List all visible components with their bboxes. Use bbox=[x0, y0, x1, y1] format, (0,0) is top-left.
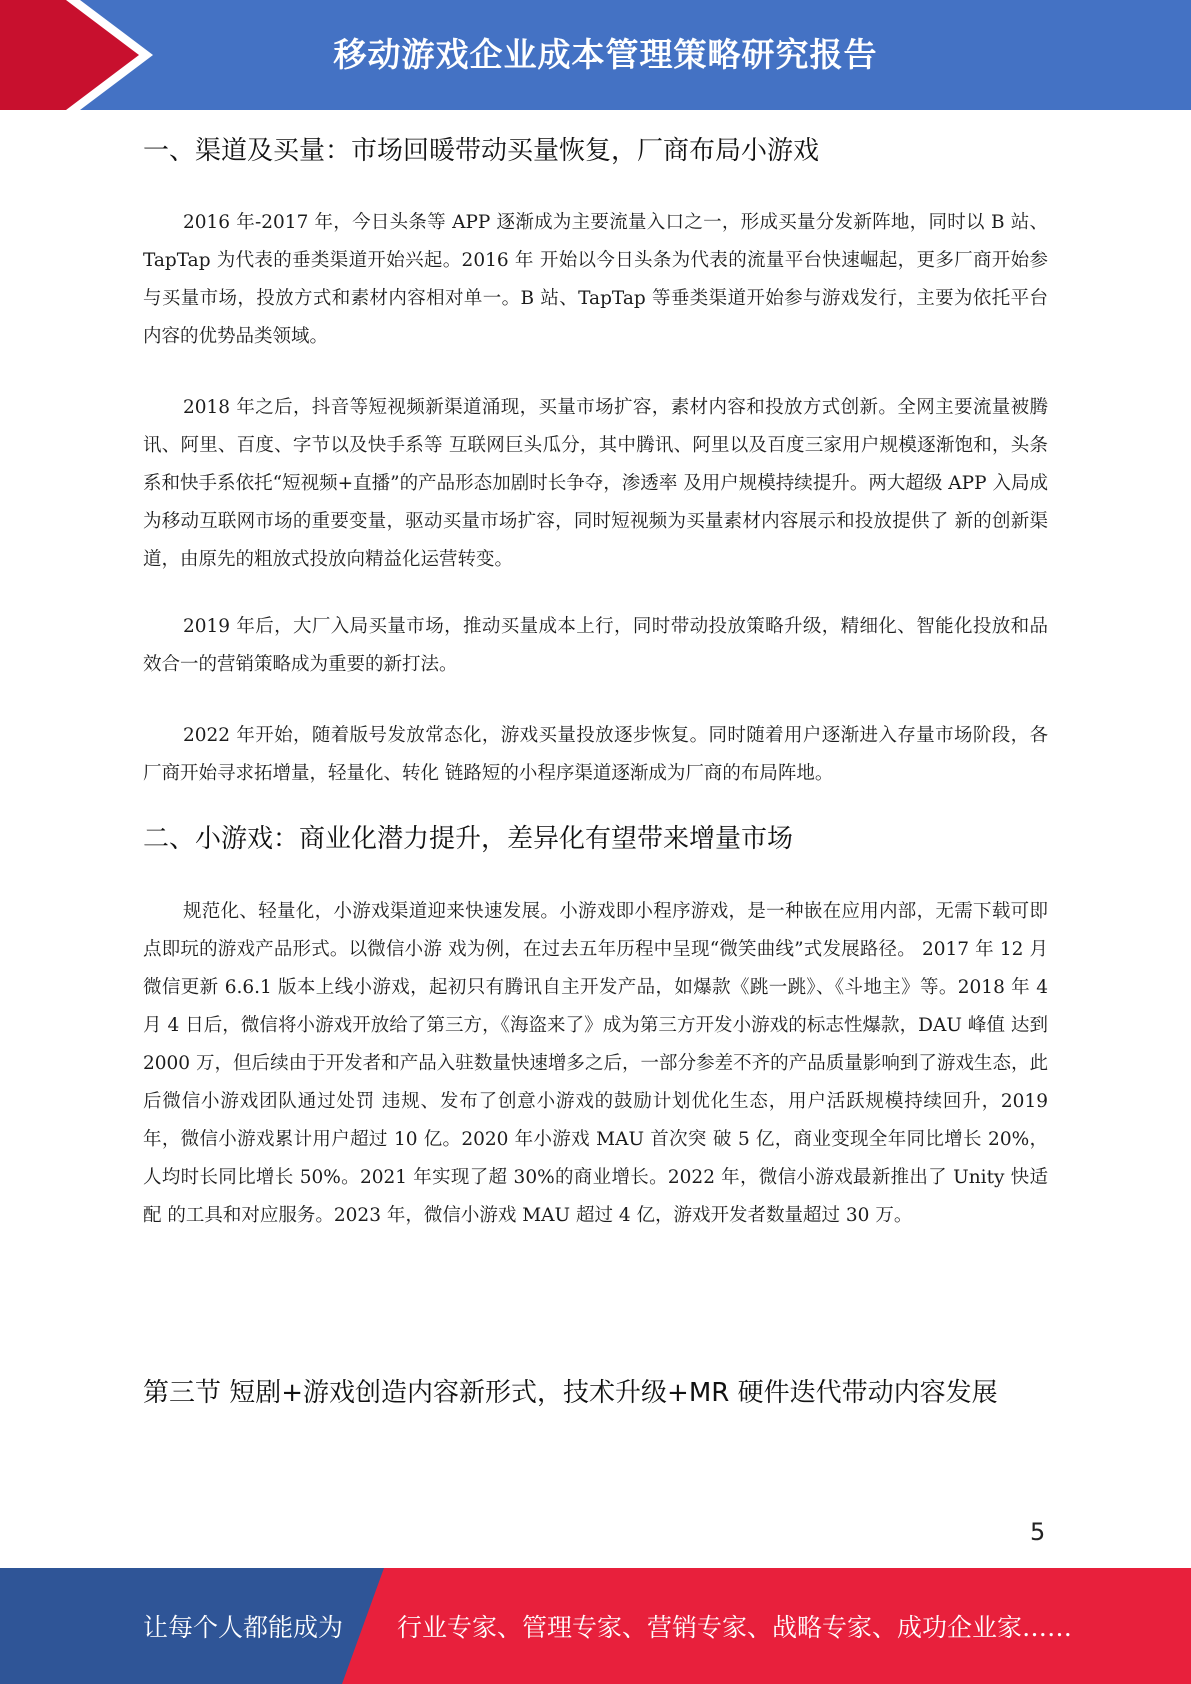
paragraph: 2018 年之后，抖音等短视频新渠道涌现，买量市场扩容，素材内容和投放方式创新。全网主要流量被腾讯、阿里、百度、字节以及快手系等 互联网巨头瓜分，其中腾讯、阿里以及百度三家用户规模逐渐饱和，头条系和快手系依托“短视频+直播”的产品形态加剧时长争夺，渗透率 及用户规模持续提升。两大超级 APP 入局成为移动互联网市场的重要变量，驱动买量市场扩容，同时短视频为买量素材内容展示和投放提供了 新的创新渠道，由原先的粗放式投放向精益化运营转变。 bbox=[143, 397, 1048, 570]
section-heading-2: 二、小游戏：商业化潜力提升，差异化有望带来增量市场 bbox=[143, 824, 794, 854]
footer-slogan-left: 让每个人都能成为 bbox=[143, 1613, 344, 1642]
page-header bbox=[0, 0, 1191, 110]
paragraph: 2019 年后，大厂入局买量市场，推动买量成本上行，同时带动投放策略升级，精细化、智能化投放和品效合一的营销策略成为重要的新打法。 bbox=[143, 616, 1048, 675]
page-number: 5 bbox=[1030, 1518, 1046, 1546]
paragraph: 2022 年开始，随着版号发放常态化，游戏买量投放逐步恢复。同时随着用户逐渐进入存量市场阶段，各厂商开始寻求拓增量，轻量化、转化 链路短的小程序渠道逐渐成为厂商的布局阵地。 bbox=[143, 725, 1048, 784]
section-heading-3: 第三节 短剧+游戏创造内容新形式，技术升级+MR 硬件迭代带动内容发展 bbox=[143, 1378, 998, 1408]
document-title: 移动游戏企业成本管理策略研究报告 bbox=[333, 34, 878, 74]
section-heading-1: 一、渠道及买量：市场回暖带动买量恢复，厂商布局小游戏 bbox=[143, 136, 820, 166]
page-footer bbox=[0, 1568, 1191, 1684]
footer-slogan-right: 行业专家、管理专家、营销专家、战略专家、成功企业家…… bbox=[397, 1613, 1073, 1642]
paragraph: 规范化、轻量化，小游戏渠道迎来快速发展。小游戏即小程序游戏，是一种嵌在应用内部，无需下载可即点即玩的游戏产品形式。以微信小游 戏为例，在过去五年历程中呈现“微笑曲线”式发展路径。 2017 年 12 月微信更新 6.6.1 版本上线小游戏，起初只有腾讯自主开发产品，如爆款《跳一跳》、《斗地主》等。2018 年 4 月 4 日后，微信将小游戏开放给了第三方，《海盗来了》成为第三方开发小游戏的标志性爆款，DAU 峰值 达到 2000 万，但后续由于开发者和产品入驻数量快速增多之后，一部分参差不齐的产品质量影响到了游戏生态，此后微信小游戏团队通过处罚 违规、发布了创意小游戏的鼓励计划优化生态，用户活跃规模持续回升，2019 年，微信小游戏累计用户超过 10 亿。2020 年小游戏 MAU 首次突 破 5 亿，商业变现全年同比增长 20%，人均时长同比增长 50%。2021 年实现了超 30%的商业增长。2022 年，微信小游戏最新推出了 Unity 快适配 的工具和对应服务。2023 年，微信小游戏 MAU 超过 4 亿，游戏开发者数量超过 30 万。 bbox=[143, 901, 1048, 1226]
paragraph: 2016 年-2017 年，今日头条等 APP 逐渐成为主要流量入口之一，形成买量分发新阵地，同时以 B 站、TapTap 为代表的垂类渠道开始兴起。2016 年 开始以今日头条为代表的流量平台快速崛起，更多厂商开始参与买量市场，投放方式和素材内容相对单一。B 站、TapTap 等垂类渠道开始参与游戏发行，主要为依托平台内容的优势品类领域。 bbox=[143, 212, 1048, 347]
